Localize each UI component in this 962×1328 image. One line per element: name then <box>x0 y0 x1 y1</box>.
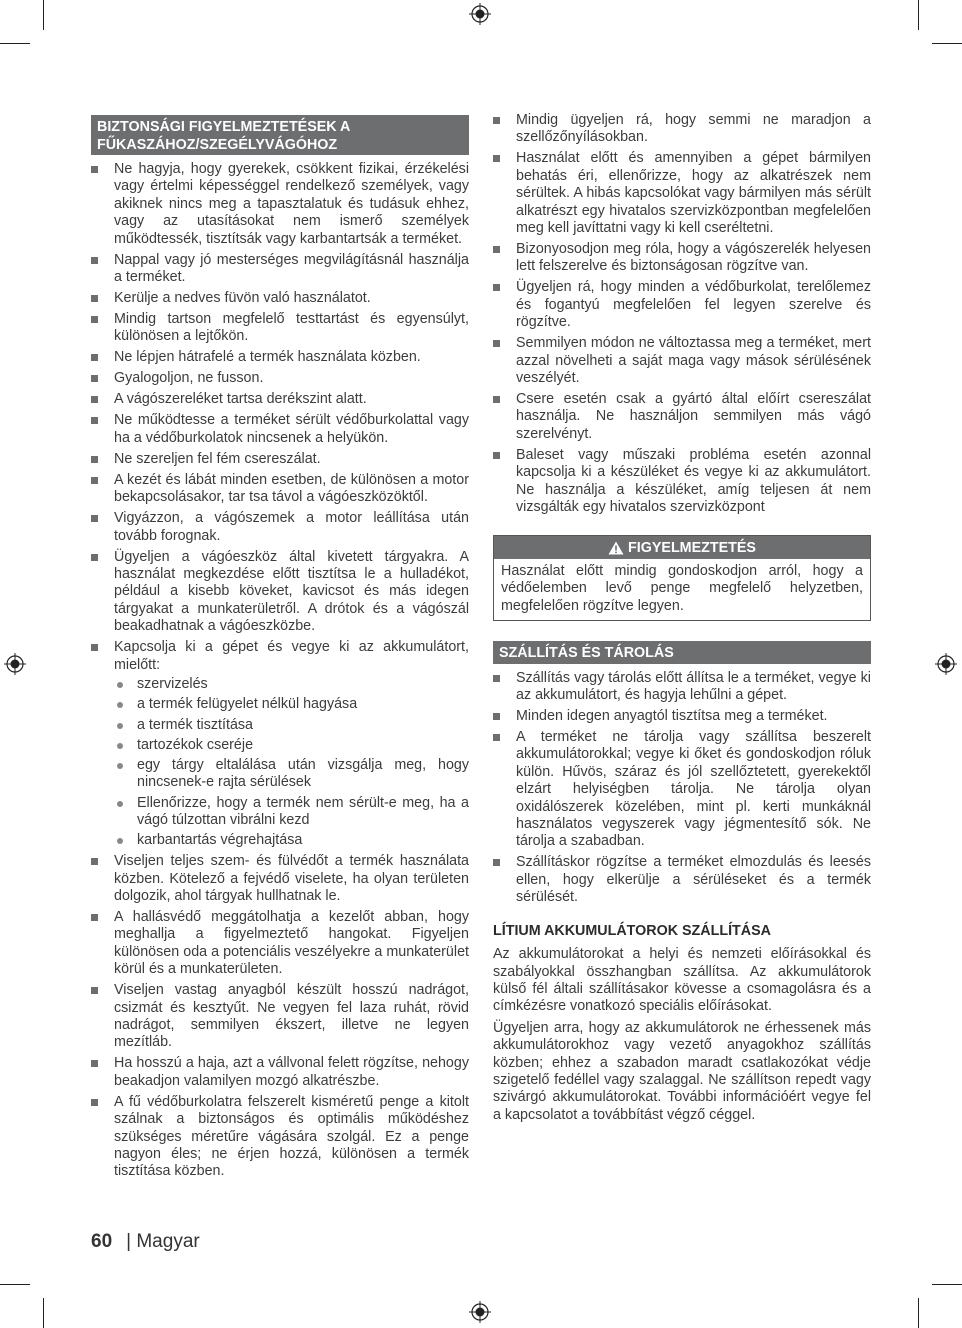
sub-list <box>114 676 469 849</box>
square-bullet-icon <box>91 354 98 361</box>
list-item <box>493 729 871 851</box>
crop-mark <box>918 1298 919 1328</box>
list-item <box>91 349 469 366</box>
square-bullet-icon <box>493 117 500 124</box>
sub-list-item <box>114 757 469 792</box>
list-item-text: Gyalogoljon, ne fusson. <box>114 370 264 387</box>
round-bullet-icon <box>117 763 123 769</box>
square-bullet-icon <box>91 166 98 173</box>
list-item <box>91 1055 469 1090</box>
list-item-text: Csere esetén csak a gyártó által előírt csereszálat használja. Ne használjon semmilyen más vágó szerelvényt. <box>516 391 871 442</box>
safety-list <box>91 161 469 1181</box>
crop-mark <box>43 1298 44 1328</box>
crop-mark <box>932 1284 962 1285</box>
list-item-text: Vigyázzon, a vágószemek a motor leállítása után tovább forognak. <box>114 510 469 544</box>
list-item-text: Szállítás vagy tárolás előtt állítsa le a terméket, vegye ki az akkumulátort, és hagyja lehűlni a gépet. <box>516 669 871 704</box>
list-item-text: Ha hosszú a haja, azt a vállvonal felett rögzítse, nehogy beakadjon valamilyen mozgó alkatrészbe. <box>114 1055 469 1089</box>
crop-mark <box>0 1284 30 1285</box>
list-item-text: A vágószereléket tartsa derékszint alatt. <box>114 391 367 408</box>
list-item <box>91 639 469 849</box>
list-item-text: Ügyeljen rá, hogy minden a védőburkolat, terelőlemez és fogantyú megfelelően fel legyen szerelve és rögzítve. <box>516 279 871 331</box>
sub-list-item-text: karbantartás végrehajtása <box>137 832 303 849</box>
sub-list-item-text: a termék tisztítása <box>137 716 254 733</box>
list-item <box>493 279 871 331</box>
round-bullet-icon <box>117 838 123 844</box>
square-bullet-icon <box>91 987 98 994</box>
sub-list-item-text: a termék felügyelet nélkül hagyása <box>137 696 358 713</box>
list-item <box>493 335 871 387</box>
list-item <box>91 853 469 905</box>
crop-mark <box>0 43 30 44</box>
sub-list-item-text: Ellenőrizze, hogy a termék nem sérült-e meg, ha a vágó túlzottan vibrálni kezd <box>137 794 469 828</box>
list-item-text: Mindig tartson megfelelő testtartást és egyensúlyt, különösen a lejtőkön. <box>114 311 469 345</box>
square-bullet-icon <box>91 1060 98 1067</box>
square-bullet-icon <box>493 284 500 291</box>
square-bullet-icon <box>91 375 98 382</box>
list-item-text: Ne hagyja, hogy gyerekek, csökkent fizikai, érzékelési vagy értelmi képességgel rendelkező személyek, vagy akiknek nincs meg a tapasztalatuk és tudásuk ehhez, vagy az utasításokat nem ismerő személyek működtessék, tisztítsák vagy karbantartsák a terméket. <box>114 161 469 247</box>
round-bullet-icon <box>117 801 123 807</box>
list-item-text: Ne működtesse a terméket sérült védőburkolattal vagy ha a védőburkolatok nincsenek a helyükön. <box>114 412 469 446</box>
right-column <box>493 112 871 1128</box>
list-item <box>91 412 469 447</box>
page-number: 60 <box>91 1231 113 1252</box>
square-bullet-icon <box>91 477 98 484</box>
list-item-text: Kapcsolja ki a gépet és vegye ki az akkumulátort, mielőtt: <box>114 639 469 673</box>
list-item <box>493 708 871 725</box>
sub-list-item <box>114 832 469 849</box>
safety-warnings-heading: BIZTONSÁGI FIGYELMEZTETÉSEK A FŰKASZÁHOZ/SZEGÉLYVÁGÓHOZ <box>91 115 469 155</box>
warning-box <box>493 535 871 622</box>
list-item-text: Baleset vagy műszaki probléma esetén azonnal kapcsolja ki a készüléket és vegye ki az akkumulátort. Ne használja a készüléket, amíg teljesen át nem vizsgálták egy hivatalos szervizközpont <box>516 446 871 516</box>
square-bullet-icon <box>493 155 500 162</box>
list-item-text: Ne szereljen fel fém csereszálat. <box>114 450 321 467</box>
registration-mark-icon <box>4 653 26 675</box>
sub-list-item-text: szervizelés <box>137 676 208 693</box>
list-item <box>91 549 469 636</box>
list-item <box>91 252 469 287</box>
square-bullet-icon <box>493 452 500 459</box>
square-bullet-icon <box>91 1099 98 1106</box>
round-bullet-icon <box>117 743 123 749</box>
sub-list-item <box>114 696 469 713</box>
square-bullet-icon <box>91 914 98 921</box>
list-item <box>91 161 469 248</box>
transport-list <box>493 670 871 907</box>
lithium-paragraph: Az akkumulátorokat a helyi és nemzeti előírásokkal és szabályokkal összhangban szállítsa. Az akkumulátorok külső fél általi szállításakor kövesse a csomagolásra és a címkézésre vonatkozó speciális előírásokat. <box>493 946 871 1015</box>
safety-list-continued <box>493 112 871 517</box>
footer-language: | Magyar <box>126 1231 200 1252</box>
list-item-text: Minden idegen anyagtól tisztítsa meg a terméket. <box>516 708 828 725</box>
square-bullet-icon <box>91 515 98 522</box>
list-item <box>493 241 871 276</box>
transport-storage-heading: SZÁLLÍTÁS ÉS TÁROLÁS <box>493 641 871 664</box>
warning-header <box>494 536 870 559</box>
sub-list-item <box>114 717 469 734</box>
list-item <box>91 391 469 408</box>
registration-mark-icon <box>935 653 957 675</box>
sub-list-item-text: egy tárgy eltalálása után vizsgálja meg, hogy nincsenek-e rajta sérülések <box>137 756 469 791</box>
list-item-text: Ügyeljen a vágóeszköz által kivetett tárgyakra. A használat megkezdése előtt tisztítsa le a hulladékot, például a kisebb köveket, kavicsot és más idegen tárgyakat a munkaterületről. A drótok és a vágószál beakadhatnak a vágóeszközbe. <box>114 548 469 635</box>
round-bullet-icon <box>117 702 123 708</box>
list-item <box>91 311 469 346</box>
square-bullet-icon <box>91 417 98 424</box>
list-item <box>91 290 469 307</box>
list-item <box>91 510 469 545</box>
round-bullet-icon <box>117 723 123 729</box>
square-bullet-icon <box>91 554 98 561</box>
sub-list-item <box>114 676 469 693</box>
square-bullet-icon <box>91 644 98 651</box>
square-bullet-icon <box>91 456 98 463</box>
list-item <box>493 391 871 443</box>
list-item <box>91 451 469 468</box>
list-item <box>91 472 469 507</box>
left-column <box>91 115 469 1184</box>
square-bullet-icon <box>91 295 98 302</box>
square-bullet-icon <box>91 257 98 264</box>
square-bullet-icon <box>493 734 500 741</box>
square-bullet-icon <box>91 316 98 323</box>
crop-mark <box>43 0 44 30</box>
list-item-text: Viseljen teljes szem- és fülvédőt a termék használata közben. Kötelező a fejvédő viselete, ha olyan területen dolgozik, ahol tárgyak hullhatnak le. <box>114 853 469 904</box>
list-item-text: Mindig ügyeljen rá, hogy semmi ne maradjon a szellőzőnyílásokban. <box>516 112 871 146</box>
lithium-paragraph: Ügyeljen arra, hogy az akkumulátorok ne érhessenek más akkumulátorokhoz vagy vezető anyagokhoz szállítás közben; ehhez a szabadon maradt csatlakozókat védje szigetelő fedéllel vagy szalaggal. Ne szállítson repedt vagy szivárgó akkumulátorokat. További információért vegye fel a kapcsolatot a továbbítást végző céggel. <box>493 1019 871 1123</box>
list-item-text: Viseljen vastag anyagból készült hosszú nadrágot, csizmát és kesztyűt. Ne vegyen fel laza ruhát, rövid nadrágot, semmilyen ékszert, illetve ne legyen mezítláb. <box>114 982 469 1051</box>
list-item-text: A hallásvédő meggátolhatja a kezelőt abban, hogy meghallja a figyelmeztető hangokat. Figyeljen különösen oda a potenciális veszélyekre a munkaterület körül és a munkaterületen. <box>114 908 469 978</box>
registration-mark-icon <box>469 1301 491 1323</box>
list-item-text: Szállításkor rögzítse a terméket elmozdulás és leesés ellen, hogy elkerülje a sérüléseket és a termék sérülését. <box>516 854 871 906</box>
list-item <box>91 909 469 979</box>
list-item-text: A kezét és lábát minden esetben, de különösen a motor bekapcsolásakor, tar tsa távol a vágóeszközöktől. <box>114 471 469 506</box>
square-bullet-icon <box>493 859 500 866</box>
page-footer <box>91 1231 200 1253</box>
registration-mark-icon <box>469 3 491 25</box>
list-item-text: Kerülje a nedves füvön való használatot. <box>114 290 371 307</box>
square-bullet-icon <box>493 246 500 253</box>
sub-list-item-text: tartozékok cseréje <box>137 736 254 753</box>
list-item <box>493 854 871 906</box>
square-bullet-icon <box>91 396 98 403</box>
list-item-text: Használat előtt és amennyiben a gépet bármilyen behatás éri, ellenőrizze, hogy az alkatrészek nem sérültek. A hibás kapcsolókat vagy bármilyen más sérült alkatrészt egy hivatalos szervizközpontban megfelelően meg kell javíttatni vagy ki kell cseréltetni. <box>516 150 871 237</box>
list-item-text: Semmilyen módon ne változtassa meg a terméket, mert azzal növelheti a saját maga vagy mások sérülésének veszélyét. <box>516 335 871 387</box>
list-item <box>91 982 469 1052</box>
list-item-text: Bizonyosodjon meg róla, hogy a vágószerelék helyesen lett felszerelve és biztonságosan rögzítve van. <box>516 241 871 275</box>
crop-mark <box>932 43 962 44</box>
warning-title: FIGYELMEZTETÉS <box>628 539 756 556</box>
list-item <box>493 447 871 517</box>
square-bullet-icon <box>493 675 500 682</box>
list-item-text: Nappal vagy jó mesterséges megvilágításnál használja a terméket. <box>114 251 469 286</box>
list-item-text: Ne lépjen hátrafelé a termék használata közben. <box>114 349 421 366</box>
sub-list-item <box>114 795 469 830</box>
warning-text: Használat előtt mindig gondoskodjon arról, hogy a védőelemben levő penge megfelelő helyzetben, megfelelően rögzítve legyen. <box>501 562 863 614</box>
square-bullet-icon <box>493 396 500 403</box>
list-item <box>91 370 469 387</box>
lithium-transport-heading: LÍTIUM AKKUMULÁTOROK SZÁLLÍTÁSA <box>493 922 771 939</box>
list-item <box>493 150 871 237</box>
sub-list-item <box>114 737 469 754</box>
crop-mark <box>918 0 919 30</box>
round-bullet-icon <box>117 682 123 688</box>
warning-triangle-icon <box>608 541 624 555</box>
list-item-text: A terméket ne tárolja vagy szállítsa beszerelt akkumulátorokkal; vegye ki őket és gondoskodjon róluk külön. Hűvös, száraz és jól szellőztetett, gyerekektől elzárt helyiségben tárolja. Ne tárolja olyan oxidálószerek közelében, mint pl. kerti munkáknál használatos vegyszerek vagy jégmentesítő sók. Ne tárolja a szabadban. <box>516 729 871 850</box>
list-item <box>493 112 871 147</box>
square-bullet-icon <box>493 713 500 720</box>
square-bullet-icon <box>91 858 98 865</box>
square-bullet-icon <box>493 340 500 347</box>
list-item-text: A fű védőburkolatra felszerelt kisméretű penge a kitolt szálnak a biztonságos és optimális működéshez szükséges méretűre vágására szolgál. Ez a penge nagyon éles; ne érjen hozzá, különösen a termék tisztítása közben. <box>114 1093 469 1180</box>
list-item <box>91 1094 469 1181</box>
list-item <box>493 670 871 705</box>
